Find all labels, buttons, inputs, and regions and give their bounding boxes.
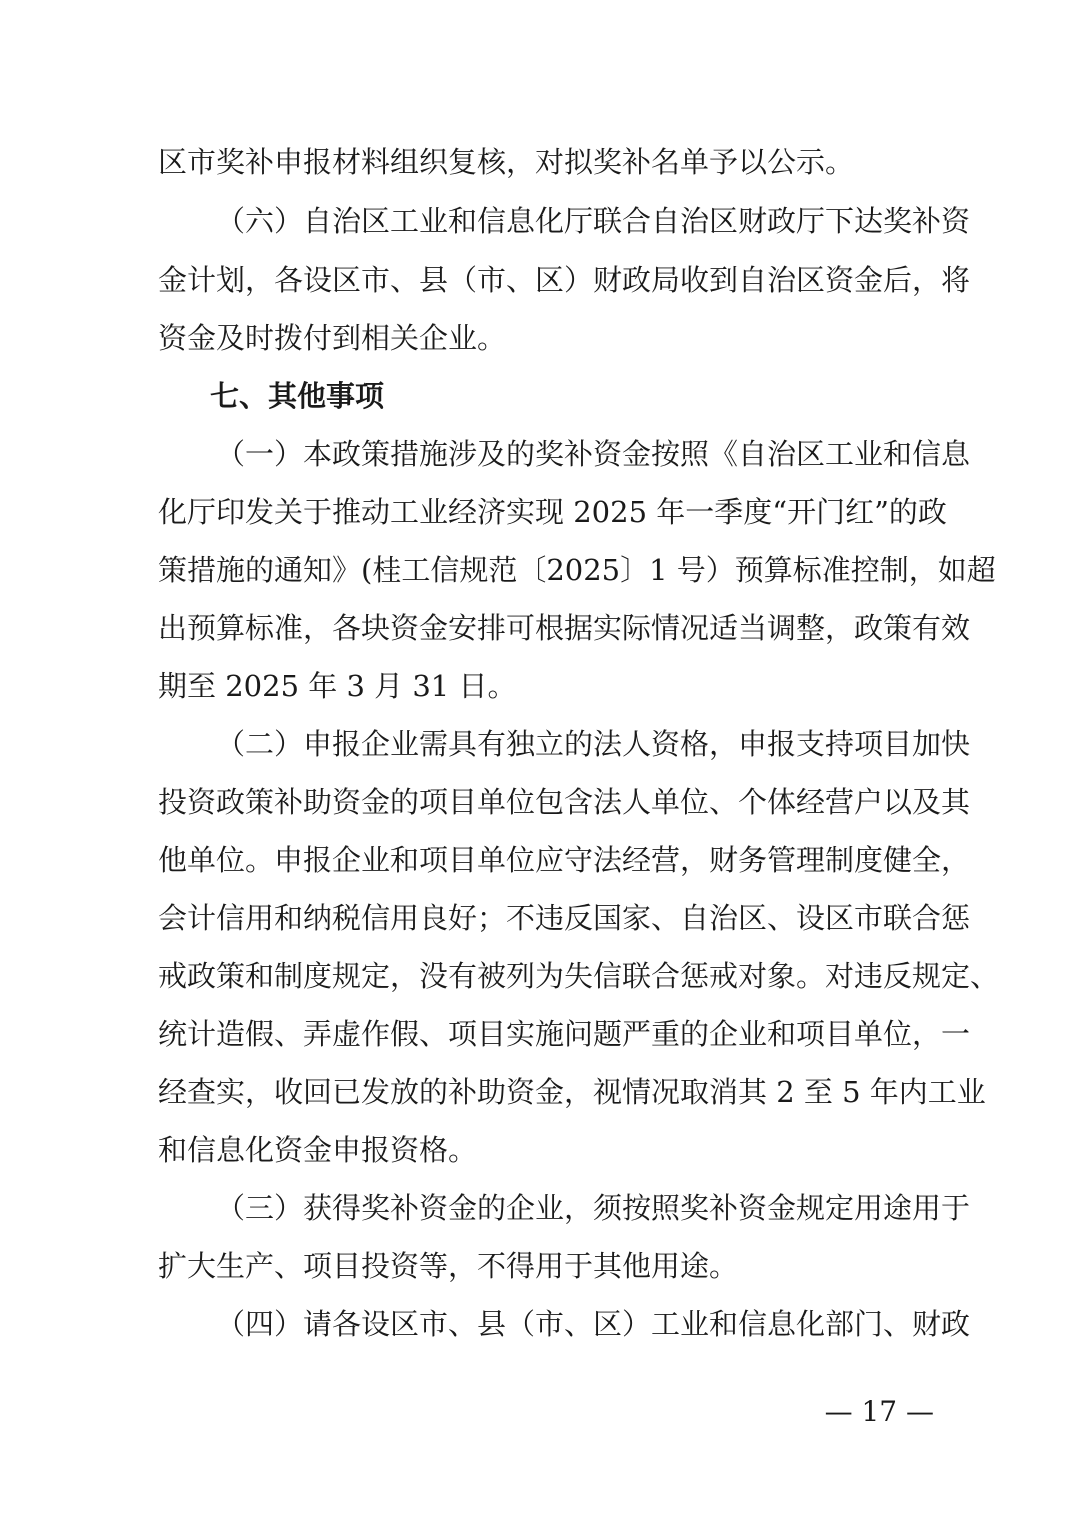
text-line: 扩大生产、项目投资等，不得用于其他用途。 xyxy=(158,1249,739,1283)
text-line: 会计信用和纳税信用良好；不违反国家、自治区、设区市联合惩 xyxy=(158,901,971,935)
text-line: 期至 2025 年 3 月 31 日。 xyxy=(158,669,517,703)
text-line: （四）请各设区市、县（市、区）工业和信息化部门、财政 xyxy=(216,1307,971,1341)
text-line: 投资政策补助资金的项目单位包含法人单位、个体经营户以及其 xyxy=(158,785,971,819)
text-line: 戒政策和制度规定，没有被列为失信联合惩戒对象。对违反规定、 xyxy=(158,959,1000,993)
text-line: （二）申报企业需具有独立的法人资格，申报支持项目加快 xyxy=(216,727,971,761)
text-line: 金计划，各设区市、县（市、区）财政局收到自治区资金后，将 xyxy=(158,263,971,297)
text-line: 他单位。申报企业和项目单位应守法经营，财务管理制度健全， xyxy=(158,843,971,877)
text-line: 和信息化资金申报资格。 xyxy=(158,1133,478,1167)
text-line: （三）获得奖补资金的企业，须按照奖补资金规定用途用于 xyxy=(216,1191,971,1225)
text-line: （一）本政策措施涉及的奖补资金按照《自治区工业和信息 xyxy=(216,437,971,471)
text-line: 化厅印发关于推动工业经济实现 2025 年一季度“开门红”的政 xyxy=(158,495,947,529)
text-line: 资金及时拨付到相关企业。 xyxy=(158,321,507,355)
text-line: 出预算标准，各块资金安排可根据实际情况适当调整，政策有效 xyxy=(158,611,971,645)
text-line: 策措施的通知》(桂工信规范〔2025〕1 号）预算标准控制，如超 xyxy=(158,553,996,587)
text-line: 区市奖补申报材料组织复核，对拟奖补名单予以公示。 xyxy=(158,145,855,179)
text-line: 统计造假、弄虚作假、项目实施问题严重的企业和项目单位，一 xyxy=(158,1017,971,1051)
text-line: 经查实，收回已发放的补助资金，视情况取消其 2 至 5 年内工业 xyxy=(158,1075,986,1109)
page-number: — 17 — xyxy=(824,1395,934,1428)
text-line: （六）自治区工业和信息化厅联合自治区财政厅下达奖补资 xyxy=(216,204,971,238)
section-heading: 七、其他事项 xyxy=(210,379,385,413)
